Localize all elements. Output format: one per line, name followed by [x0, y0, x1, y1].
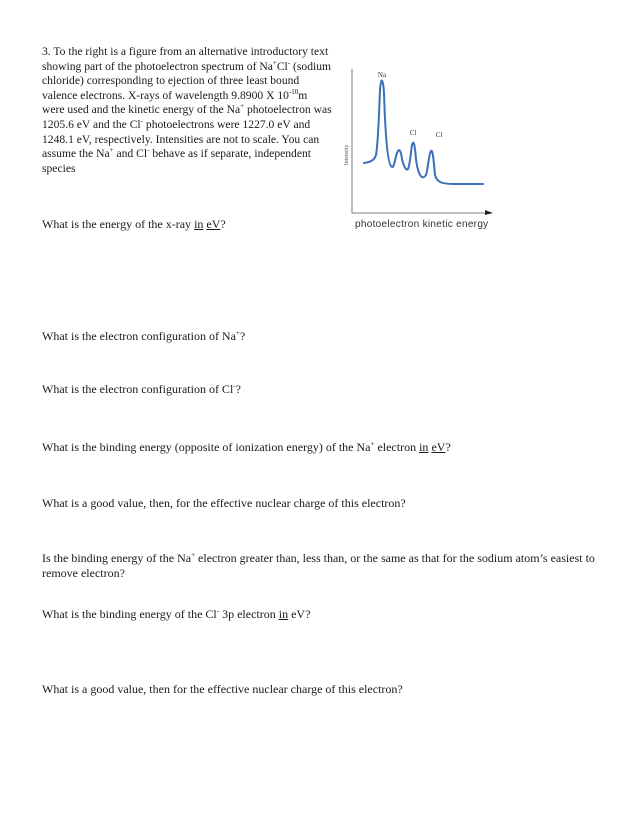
charge-superscript: + — [235, 329, 240, 337]
intro-text: photoelectron was 1205.6 eV and the Cl — [42, 103, 332, 131]
problem-text — [42, 45, 332, 176]
underlined-text: in — [419, 440, 429, 454]
intro-text: behave as if separate, independent species — [42, 147, 312, 175]
charge-superscript: - — [287, 58, 291, 67]
problem-number: 3. — [42, 45, 51, 58]
charge-superscript: - — [216, 607, 220, 615]
intro-text: (sodium chloride) corresponding to ejection of three least bound valence electrons. X-rays of wavelength 9.8900 X 10 — [42, 59, 332, 102]
question-text: What is the energy of the x-ray — [42, 217, 195, 231]
question-xray-energy — [42, 217, 226, 232]
underlined-text: eV — [206, 217, 221, 231]
x-axis-label: photoelectron kinetic energy — [355, 219, 489, 230]
intro-text: Cl — [276, 59, 288, 73]
intro-text: To the right is a figure from an alternative introductory text showing part of the photoelectron spectrum of Na — [42, 45, 329, 73]
intro-text: photoelectrons were 1227.0 eV and 1248.1 eV, respectively. Intensities are not to scale. You can assume the Na — [42, 117, 320, 161]
question-text: Is the binding energy of the Na — [42, 551, 192, 565]
question-na-config — [42, 329, 245, 344]
question-text: eV? — [288, 607, 311, 621]
charge-superscript: + — [370, 440, 375, 448]
question-text: What is a good value, then, for the effective nuclear charge of this electron? — [42, 496, 406, 510]
question-cl-config — [42, 382, 241, 397]
question-text: ? — [239, 329, 246, 343]
question-text: What is the binding energy of the Cl — [42, 607, 217, 621]
intro-text: m were used and the kinetic energy of the Na — [42, 88, 308, 117]
na-peak-label: Na — [377, 71, 387, 79]
photoelectron-spectrum-figure — [330, 55, 510, 240]
question-text: What is the electron configuration of Na — [42, 329, 236, 343]
question-text: What is a good value, then for the effective nuclear charge of this electron? — [42, 682, 403, 696]
problem-intro — [42, 45, 332, 176]
cl-peak-label-1: Cl — [409, 129, 417, 137]
question-text: 3p electron — [219, 607, 279, 621]
intro-text: and Cl — [113, 147, 148, 161]
question-text: ? — [235, 382, 241, 396]
underlined-text: eV — [431, 440, 446, 454]
question-text: ? — [445, 440, 451, 454]
charge-superscript: - — [233, 382, 236, 390]
question-cl-zeff — [42, 682, 403, 697]
question-na-binding-energy — [42, 440, 451, 455]
charge-superscript: - — [140, 117, 143, 126]
charge-superscript: + — [272, 58, 277, 67]
underlined-text: in — [194, 217, 204, 231]
charge-superscript: + — [109, 146, 114, 155]
question-text: electron — [374, 440, 420, 454]
charge-superscript: + — [240, 102, 245, 111]
question-text: What is the binding energy (opposite of ionization energy) of the Na — [42, 440, 371, 454]
question-na-zeff — [42, 496, 406, 511]
charge-superscript: - — [147, 146, 150, 155]
question-binding-comparison — [42, 551, 602, 581]
question-text: What is the electron configuration of Cl — [42, 382, 234, 396]
question-text: ? — [220, 217, 226, 231]
x-axis-arrow-icon — [485, 210, 493, 215]
spectrum-curve — [364, 81, 483, 184]
cl-peak-label-2: Cl — [435, 131, 443, 139]
question-cl-binding-energy — [42, 607, 310, 622]
y-axis-label: Intensity — [344, 144, 350, 166]
question-text: electron greater than, less than, or the same as that for the sodium atom’s easiest to remove electron? — [42, 551, 595, 580]
charge-superscript: + — [191, 551, 196, 559]
exponent-superscript: -10 — [288, 87, 299, 96]
underlined-text: in — [278, 607, 289, 621]
